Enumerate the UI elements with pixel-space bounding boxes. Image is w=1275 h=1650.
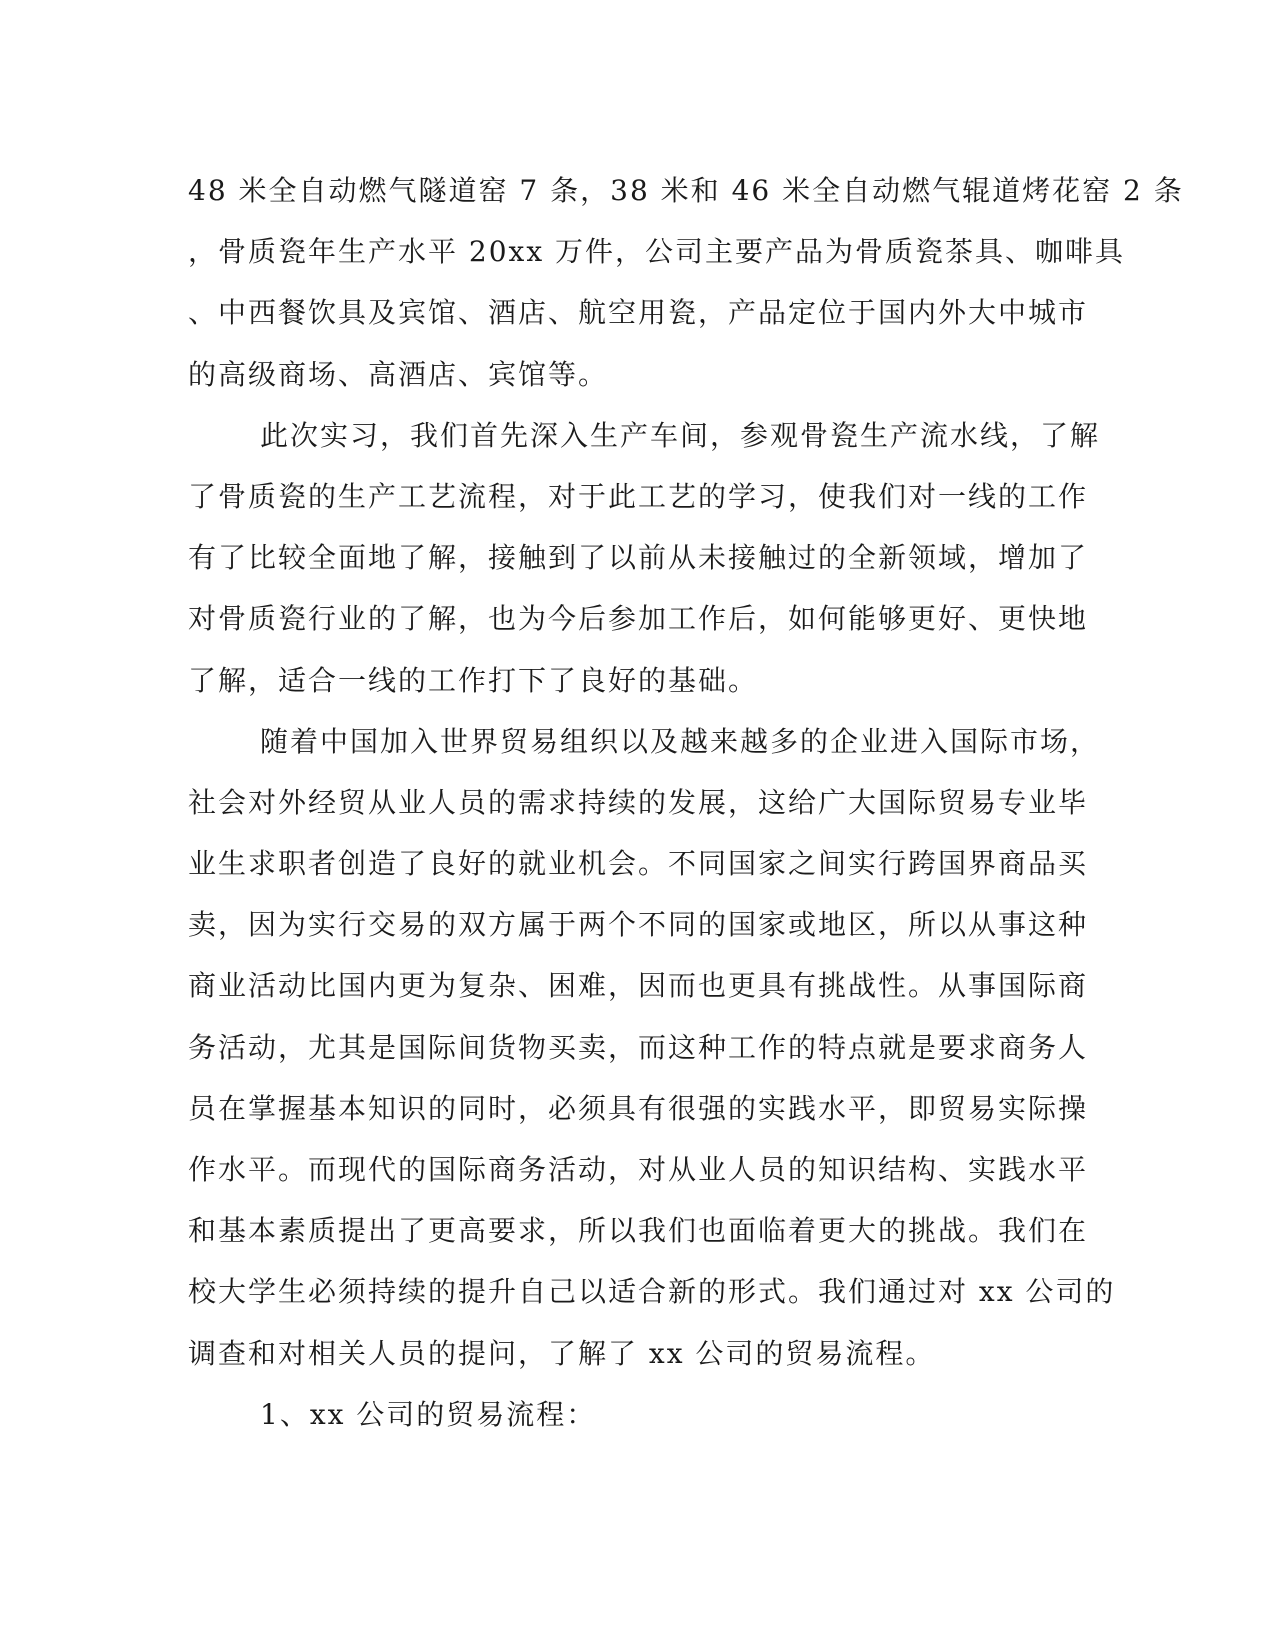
paragraph-line: 的高级商场、高酒店、宾馆等。 xyxy=(188,357,609,391)
section-heading xyxy=(188,1384,1068,1445)
paragraph-line: 校大学生必须持续的提升自己以适合新的形式。我们通过对 xx 公司的 xyxy=(188,1275,1116,1309)
paragraph-line: 调查和对相关人员的提问，了解了 xx 公司的贸易流程。 xyxy=(188,1336,936,1370)
paragraph-3 xyxy=(188,711,1116,1384)
paragraph-line: 商业活动比国内更为复杂、困难，因而也更具有挑战性。从事国际商 xyxy=(188,969,1089,1003)
paragraph-line: 对骨质瓷行业的了解，也为今后参加工作后，如何能够更好、更快地 xyxy=(188,602,1089,636)
paragraph-line: 了骨质瓷的生产工艺流程，对于此工艺的学习，使我们对一线的工作 xyxy=(188,479,1089,513)
paragraph-line: ，骨质瓷年生产水平 20xx 万件，公司主要产品为骨质瓷茶具、咖啡具 xyxy=(188,235,1126,269)
paragraph-line: 和基本素质提出了更高要求，所以我们也面临着更大的挑战。我们在 xyxy=(188,1214,1089,1248)
section-heading-text: 1、xx 公司的贸易流程： xyxy=(260,1397,597,1431)
paragraph-line: 48 米全自动燃气隧道窑 7 条，38 米和 46 米全自动燃气辊道烤花窑 2 条 xyxy=(188,174,1184,207)
paragraph-line: 有了比较全面地了解，接触到了以前从未接触过的全新领域，增加了 xyxy=(188,541,1089,575)
paragraph-2 xyxy=(188,405,1101,711)
document-body xyxy=(188,160,1184,1445)
paragraph-line: 社会对外经贸从业人员的需求持续的发展，这给广大国际贸易专业毕 xyxy=(188,785,1089,819)
paragraph-line: 业生求职者创造了良好的就业机会。不同国家之间实行跨国界商品买 xyxy=(188,847,1089,881)
paragraph-line: 随着中国加入世界贸易组织以及越来越多的企业进入国际市场， xyxy=(260,724,1101,758)
paragraph-line: 此次实习，我们首先深入生产车间，参观骨瓷生产流水线，了解 xyxy=(260,418,1101,452)
paragraph-line: 了解，适合一线的工作打下了良好的基础。 xyxy=(188,663,759,697)
paragraph-1 xyxy=(188,160,1184,405)
paragraph-line: 卖，因为实行交易的双方属于两个不同的国家或地区，所以从事这种 xyxy=(188,908,1089,942)
paragraph-line: 员在掌握基本知识的同时，必须具有很强的实践水平，即贸易实际操 xyxy=(188,1091,1089,1125)
paragraph-line: 务活动，尤其是国际间货物买卖，而这种工作的特点就是要求商务人 xyxy=(188,1030,1089,1064)
paragraph-line: 、中西餐饮具及宾馆、酒店、航空用瓷，产品定位于国内外大中城市 xyxy=(188,296,1089,330)
paragraph-line: 作水平。而现代的国际商务活动，对从业人员的知识结构、实践水平 xyxy=(188,1153,1089,1186)
